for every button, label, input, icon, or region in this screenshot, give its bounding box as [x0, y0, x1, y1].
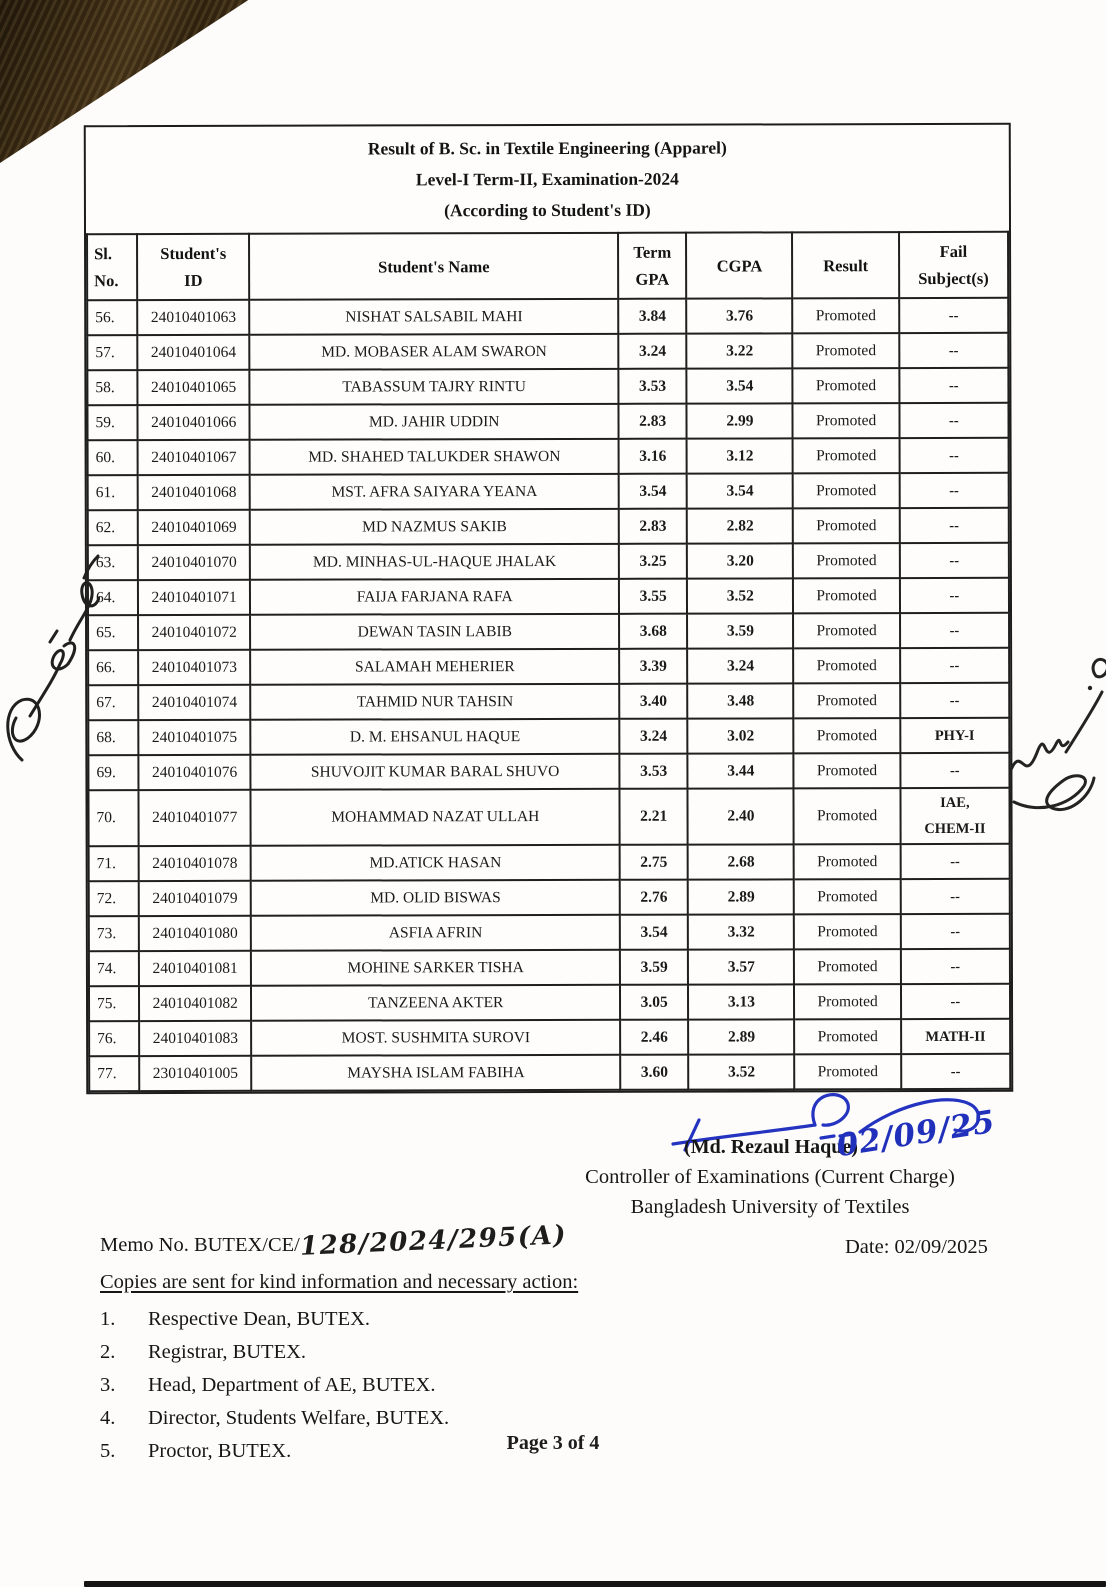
cell-cgpa: 2.89	[688, 1019, 794, 1054]
cell-result: Promoted	[793, 508, 899, 543]
cell-term_gpa: 3.60	[620, 1055, 688, 1090]
cell-result: Promoted	[794, 788, 900, 844]
cell-result: Promoted	[793, 403, 899, 438]
cell-result: Promoted	[793, 613, 899, 648]
table-header-cell: Student's Name	[249, 233, 618, 300]
table-row	[87, 403, 1008, 440]
signatory-name: (Md. Rezaul Haque)	[684, 1136, 858, 1158]
cell-result: Promoted	[794, 753, 900, 788]
cell-fail: IAE, CHEM-II	[900, 788, 1009, 844]
cell-id: 24010401078	[139, 846, 251, 881]
cell-fail: --	[900, 753, 1009, 788]
cell-sl: 56.	[87, 300, 137, 335]
cell-result: Promoted	[793, 438, 899, 473]
cell-term_gpa: 3.24	[618, 334, 686, 369]
table-row	[89, 949, 1010, 986]
table-row	[87, 298, 1008, 335]
table-header-cell: Term GPA	[618, 233, 686, 299]
cell-id: 24010401080	[139, 916, 251, 951]
cell-fail: --	[901, 984, 1010, 1019]
cell-sl: 71.	[89, 846, 139, 881]
table-header-cell: Fail Subject(s)	[899, 232, 1008, 298]
cell-term_gpa: 2.75	[620, 845, 688, 880]
cell-term_gpa: 3.54	[619, 474, 687, 509]
cell-fail: --	[899, 508, 1008, 543]
signatory-organization: Bangladesh University of Textiles	[630, 1196, 910, 1218]
cell-name: TABASSUM TAJRY RINTU	[250, 369, 619, 405]
cell-name: ASFIA AFRIN	[251, 915, 620, 951]
cell-name: TANZEENA AKTER	[251, 985, 620, 1021]
copies-heading: Copies are sent for kind information and necessary action:	[100, 1271, 579, 1293]
cell-name: MD. MOBASER ALAM SWARON	[250, 334, 619, 370]
cell-result: Promoted	[793, 298, 899, 333]
cell-cgpa: 3.54	[687, 473, 793, 508]
cell-fail: --	[899, 368, 1008, 403]
cell-id: 24010401064	[137, 335, 249, 370]
cell-fail: MATH-II	[901, 1019, 1010, 1054]
cell-sl: 66.	[88, 650, 138, 685]
copies-item-5: 5. Proctor, BUTEX.	[100, 1440, 292, 1462]
cell-term_gpa: 3.39	[619, 649, 687, 684]
cell-cgpa: 3.44	[688, 753, 794, 788]
cell-fail: --	[899, 403, 1008, 438]
cell-term_gpa: 3.40	[619, 684, 687, 719]
cell-id: 24010401067	[138, 440, 250, 475]
table-row	[88, 683, 1009, 720]
cell-cgpa: 3.32	[688, 914, 794, 949]
cell-sl: 62.	[88, 510, 138, 545]
cell-result: Promoted	[793, 543, 899, 578]
cell-sl: 65.	[88, 615, 138, 650]
table-row	[88, 473, 1009, 510]
cell-result: Promoted	[794, 718, 900, 753]
cell-cgpa: 3.02	[688, 718, 794, 753]
cell-cgpa: 3.54	[687, 368, 793, 403]
cell-name: MD. MINHAS-UL-HAQUE JHALAK	[250, 544, 619, 580]
cell-name: MOST. SUSHMITA SUROVI	[251, 1020, 620, 1056]
copies-item-1: 1. Respective Dean, BUTEX.	[100, 1308, 371, 1330]
cell-fail: --	[900, 648, 1009, 683]
cell-term_gpa: 3.24	[619, 719, 687, 754]
cell-term_gpa: 3.25	[619, 544, 687, 579]
cell-fail: --	[899, 298, 1008, 333]
table-row	[89, 984, 1010, 1021]
document-title: Result of B. Sc. in Textile Engineering (Apparel)	[367, 137, 727, 159]
cell-name: SALAMAH MEHERIER	[250, 649, 619, 685]
scan-edge-bar	[84, 1581, 1106, 1587]
result-sheet	[84, 123, 1014, 1094]
copies-item-4: 4. Director, Students Welfare, BUTEX.	[100, 1407, 450, 1429]
memo-number-line	[100, 1220, 568, 1262]
table-row	[88, 613, 1009, 650]
cell-id: 24010401073	[138, 650, 250, 685]
cell-cgpa: 3.12	[687, 438, 793, 473]
cell-term_gpa: 2.83	[619, 404, 687, 439]
cell-term_gpa: 3.53	[618, 369, 686, 404]
cell-id: 24010401075	[138, 720, 250, 755]
document-title-block	[86, 125, 1009, 233]
table-row	[87, 368, 1008, 405]
cell-id: 24010401068	[138, 475, 250, 510]
cell-cgpa: 3.48	[687, 683, 793, 718]
cell-id: 24010401070	[138, 545, 250, 580]
cell-cgpa: 2.82	[687, 508, 793, 543]
table-row	[89, 879, 1010, 916]
cell-sl: 70.	[88, 790, 138, 846]
cell-sl: 61.	[88, 475, 138, 510]
cell-fail: --	[900, 578, 1009, 613]
cell-cgpa: 3.22	[687, 333, 793, 368]
cell-term_gpa: 3.53	[620, 754, 688, 789]
cell-cgpa: 3.52	[687, 578, 793, 613]
cell-cgpa: 3.76	[686, 298, 792, 333]
cell-cgpa: 3.59	[687, 613, 793, 648]
cell-fail: --	[900, 683, 1009, 718]
cell-cgpa: 2.68	[688, 844, 794, 879]
cell-result: Promoted	[794, 984, 900, 1019]
cell-sl: 59.	[87, 405, 137, 440]
cell-name: MOHINE SARKER TISHA	[251, 950, 620, 986]
signatory-title: Controller of Examinations (Current Charge)	[585, 1166, 955, 1188]
cell-cgpa: 2.99	[687, 403, 793, 438]
table-row	[88, 543, 1009, 580]
memo-number-handwritten: 128/2024/295(A)	[299, 1220, 568, 1262]
cell-id: 24010401066	[138, 405, 250, 440]
cell-id: 24010401063	[137, 300, 249, 335]
cell-term_gpa: 3.16	[619, 439, 687, 474]
cell-name: MD NAZMUS SAKIB	[250, 509, 619, 545]
cell-name: MST. AFRA SAIYARA YEANA	[250, 474, 619, 510]
cell-fail: --	[899, 438, 1008, 473]
table-row	[88, 753, 1009, 790]
cell-name: MOHAMMAD NAZAT ULLAH	[251, 789, 620, 846]
cell-result: Promoted	[795, 1019, 901, 1054]
results-table	[86, 231, 1011, 1092]
table-row	[88, 648, 1009, 685]
cell-name: MD. OLID BISWAS	[251, 880, 620, 916]
cell-name: MAYSHA ISLAM FABIHA	[251, 1055, 620, 1091]
cell-name: MD. SHAHED TALUKDER SHAWON	[250, 439, 619, 475]
cell-fail: PHY-I	[900, 718, 1009, 753]
cell-sl: 72.	[89, 881, 139, 916]
cell-sl: 76.	[89, 1021, 139, 1056]
cell-cgpa: 3.24	[687, 648, 793, 683]
document-subtitle-order: (According to Student's ID)	[444, 199, 651, 221]
cell-result: Promoted	[794, 648, 900, 683]
table-header-cell: Sl. No.	[87, 234, 137, 300]
cell-sl: 77.	[89, 1056, 139, 1091]
cell-sl: 60.	[88, 440, 138, 475]
table-header-cell: Student's ID	[137, 234, 249, 300]
cell-term_gpa: 2.21	[620, 789, 688, 845]
cell-term_gpa: 3.05	[620, 985, 688, 1020]
cell-name: D. M. EHSANUL HAQUE	[251, 719, 620, 755]
memo-prefix: Memo No. BUTEX/CE/	[100, 1234, 300, 1256]
cell-fail: --	[900, 844, 1009, 879]
cell-result: Promoted	[794, 949, 900, 984]
cell-fail: --	[899, 333, 1008, 368]
cell-term_gpa: 3.55	[619, 579, 687, 614]
copies-item-2: 2. Registrar, BUTEX.	[100, 1341, 307, 1363]
date-line: Date: 02/09/2025	[845, 1236, 988, 1258]
cell-sl: 58.	[87, 370, 137, 405]
cell-id: 24010401082	[139, 986, 251, 1021]
cell-fail: --	[901, 1054, 1010, 1089]
document-subtitle-term: Level-I Term-II, Examination-2024	[415, 168, 679, 190]
cell-name: FAIJA FARJANA RAFA	[250, 579, 619, 615]
cell-id: 24010401076	[138, 755, 250, 790]
cell-id: 24010401065	[137, 370, 249, 405]
cell-sl: 69.	[88, 755, 138, 790]
cell-fail: --	[901, 949, 1010, 984]
cell-id: 24010401071	[138, 580, 250, 615]
cell-name: TAHMID NUR TAHSIN	[251, 684, 620, 720]
table-row	[88, 508, 1009, 545]
cell-id: 23010401005	[139, 1056, 251, 1091]
cell-id: 24010401069	[138, 510, 250, 545]
cell-id: 24010401081	[139, 951, 251, 986]
cell-sl: 63.	[88, 545, 138, 580]
cell-result: Promoted	[793, 368, 899, 403]
cell-result: Promoted	[793, 578, 899, 613]
cell-cgpa: 2.89	[688, 879, 794, 914]
cell-sl: 67.	[88, 685, 138, 720]
cell-name: SHUVOJIT KUMAR BARAL SHUVO	[251, 754, 620, 790]
cell-result: Promoted	[794, 683, 900, 718]
table-row	[87, 333, 1008, 370]
table-row	[89, 844, 1010, 881]
cell-result: Promoted	[793, 473, 899, 508]
cell-sl: 74.	[89, 951, 139, 986]
cell-term_gpa: 3.54	[620, 915, 688, 950]
copies-item-3: 3. Head, Department of AE, BUTEX.	[100, 1374, 436, 1396]
cell-id: 24010401077	[139, 790, 251, 846]
page-number: Page 3 of 4	[506, 1432, 600, 1454]
cell-cgpa: 3.52	[688, 1054, 794, 1089]
cell-cgpa: 2.40	[688, 788, 794, 844]
cell-sl: 68.	[88, 720, 138, 755]
cell-name: DEWAN TASIN LABIB	[250, 614, 619, 650]
left-margin-signature-handwriting	[0, 548, 100, 778]
results-table-header	[87, 232, 1008, 300]
cell-name: NISHAT SALSABIL MAHI	[250, 299, 619, 335]
cell-cgpa: 3.20	[687, 543, 793, 578]
cell-term_gpa: 2.46	[620, 1020, 688, 1055]
table-row	[88, 438, 1009, 475]
cell-term_gpa: 3.59	[620, 950, 688, 985]
table-row	[88, 578, 1009, 615]
cell-cgpa: 3.57	[688, 949, 794, 984]
right-margin-signature-handwriting	[998, 642, 1106, 822]
cell-term_gpa: 2.83	[619, 509, 687, 544]
handwritten-date: 02/09/25	[834, 1103, 998, 1165]
cell-id: 24010401072	[138, 615, 250, 650]
cell-term_gpa: 3.84	[618, 299, 686, 334]
cell-sl: 75.	[89, 986, 139, 1021]
cell-id: 24010401074	[138, 685, 250, 720]
cell-sl: 64.	[88, 580, 138, 615]
cell-result: Promoted	[794, 879, 900, 914]
cell-fail: --	[901, 914, 1010, 949]
table-row	[88, 788, 1009, 846]
table-header-cell: Result	[793, 232, 899, 298]
cell-term_gpa: 3.68	[619, 614, 687, 649]
cell-name: MD. JAHIR UDDIN	[250, 404, 619, 440]
table-row	[89, 914, 1010, 951]
cell-fail: --	[899, 473, 1008, 508]
table-header-cell: CGPA	[686, 232, 792, 298]
cell-cgpa: 3.13	[688, 984, 794, 1019]
cell-name: MD.ATICK HASAN	[251, 845, 620, 881]
cell-result: Promoted	[793, 333, 899, 368]
table-row	[88, 718, 1009, 755]
cell-sl: 57.	[87, 335, 137, 370]
cell-id: 24010401083	[139, 1021, 251, 1056]
cell-fail: --	[900, 543, 1009, 578]
cell-result: Promoted	[795, 1054, 901, 1089]
cell-fail: --	[900, 613, 1009, 648]
cell-result: Promoted	[794, 844, 900, 879]
cell-fail: --	[900, 879, 1009, 914]
cell-result: Promoted	[794, 914, 900, 949]
table-row	[89, 1019, 1010, 1056]
cell-term_gpa: 2.76	[620, 880, 688, 915]
cell-id: 24010401079	[139, 881, 251, 916]
cell-sl: 73.	[89, 916, 139, 951]
